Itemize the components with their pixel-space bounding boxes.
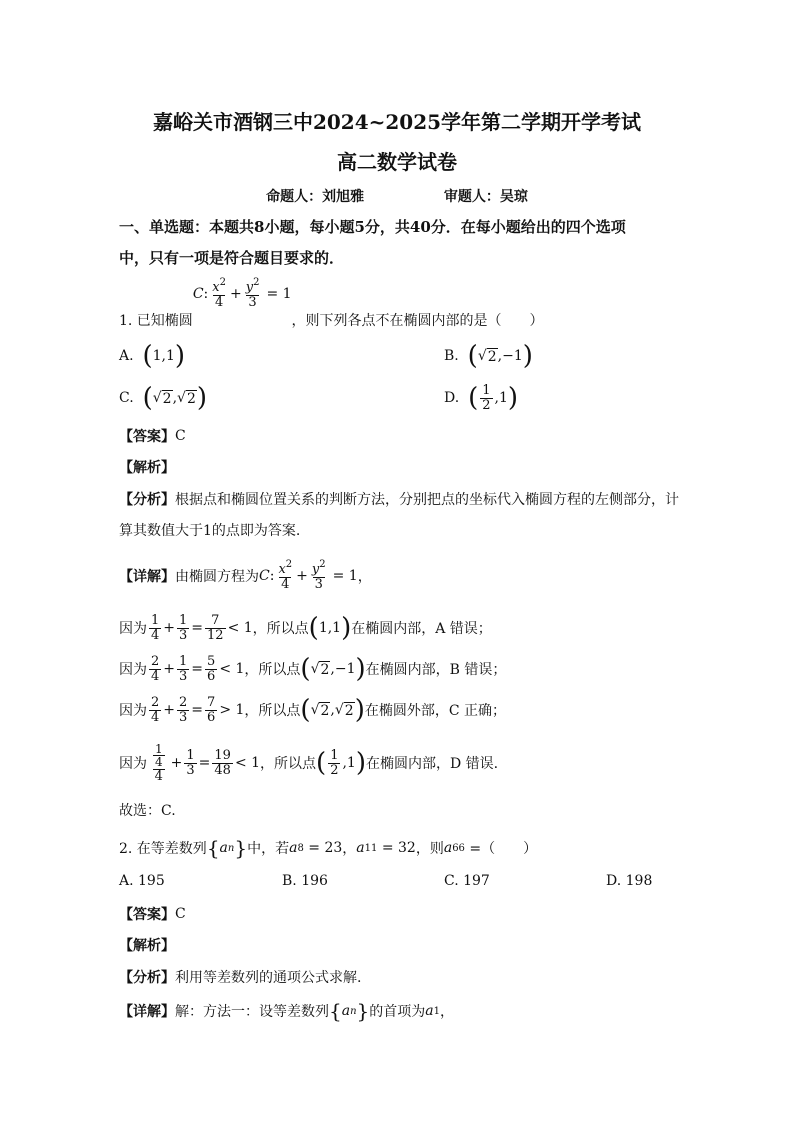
q1-reason-4: 因为 $\frac{\frac{1}{4}}{4}$ + $\frac{1}{3}$ = $\frac{19}{48}$ < 1 ，所以点 ( $\frac{1}{2}$ ,1 ) 在椭圆内部，D 错误. — [119, 741, 499, 784]
section-heading-line1: 一、单选题：本题共8小题，每小题5分，共40分．在每小题给出的四个选项 — [119, 218, 626, 236]
q2-stem: 2. 在等差数列 { a n } 中，若 a 8 = 23 ， a 11 = 32 ，则 a 66 =（ ） — [119, 836, 538, 860]
q2-option-a: A. 195 — [119, 873, 165, 889]
exam-title: 嘉峪关市酒钢三中2024~2025学年第二学期开学考试 — [152, 110, 642, 134]
q1-fenxi-line2: 算其数值大于1的点即为答案. — [119, 523, 301, 539]
q2-analysis-tag: 【解析】 — [119, 938, 175, 954]
q1-option-b: B. ( √ 2 ,−1 ) — [444, 341, 533, 371]
section-heading-line2: 中，只有一项是符合题目要求的． — [119, 249, 345, 267]
reviewer-label: 审题人：吴琼 — [443, 189, 528, 205]
exam-subtitle: 高二数学试卷 — [337, 150, 457, 174]
q2-detail: 【详解】 解：方法一：设等差数列 { a n } 的首项为 a 1 ， — [119, 999, 455, 1023]
q2-fenxi: 【分析】 利用等差数列的通项公式求解. — [119, 970, 362, 986]
authors-line — [0, 186, 794, 206]
q1-reason-2: 因为 $\frac{2}{4}$ + $\frac{1}{3}$ = $\frac{5}{6}$ < 1 ，所以点 ( √ 2 ,−1 ) 在椭圆内部，B 错误； — [119, 653, 507, 684]
q2-option-d: D. 198 — [606, 873, 653, 889]
q2-option-b: B. 196 — [282, 873, 328, 889]
q1-reason-1: 因为 $\frac{1}{4}$ + $\frac{1}{3}$ = $\frac{7}{12}$ < 1 ，所以点 ( 1,1 ) 在椭圆内部，A 错误； — [119, 612, 492, 643]
ellipse-equation: C : $\frac{x^2}{4}$ + $\frac{y^2}{3}$ = 1 — [192, 277, 292, 310]
q1-answer: 【答案】 C — [119, 428, 186, 445]
q1-fenxi-line1: 【分析】 根据点和椭圆位置关系的判断方法，分别把点的坐标代入椭圆方程的左侧部分，计 — [119, 492, 679, 508]
q1-reason-3: 因为 $\frac{2}{4}$ + $\frac{2}{3}$ = $\frac{7}{6}$ > 1 ，所以点 ( √ 2 , √ 2 ) 在椭圆外部，C 正确； — [119, 694, 507, 725]
q1-conclusion: 故选：C. — [119, 803, 176, 819]
q2-answer: 【答案】 C — [119, 906, 186, 923]
q1-detail-intro: 【详解】 由椭圆方程为 C : $\frac{x^2}{4}$ + $\frac{y^2}{3}$ = 1 ， — [119, 559, 372, 592]
q1-option-a: A. ( 1,1 ) — [119, 341, 186, 371]
q1-analysis-tag: 【解析】 — [119, 460, 175, 476]
q1-stem: 1. 已知椭圆 C : $\frac{x^2}{4}$ + $\frac{y^2}{3}$ = 1 ，则下列各点不在椭圆内部的是（ ） — [119, 277, 544, 329]
q2-option-c: C. 197 — [444, 873, 490, 889]
q1-option-c: C. ( √ 2 , √ 2 ) — [119, 383, 208, 413]
author-label: 命题人：刘旭雅 — [266, 189, 365, 205]
q1-option-d: D. ( $\frac{1}{2}$ ,1 ) — [444, 382, 519, 413]
